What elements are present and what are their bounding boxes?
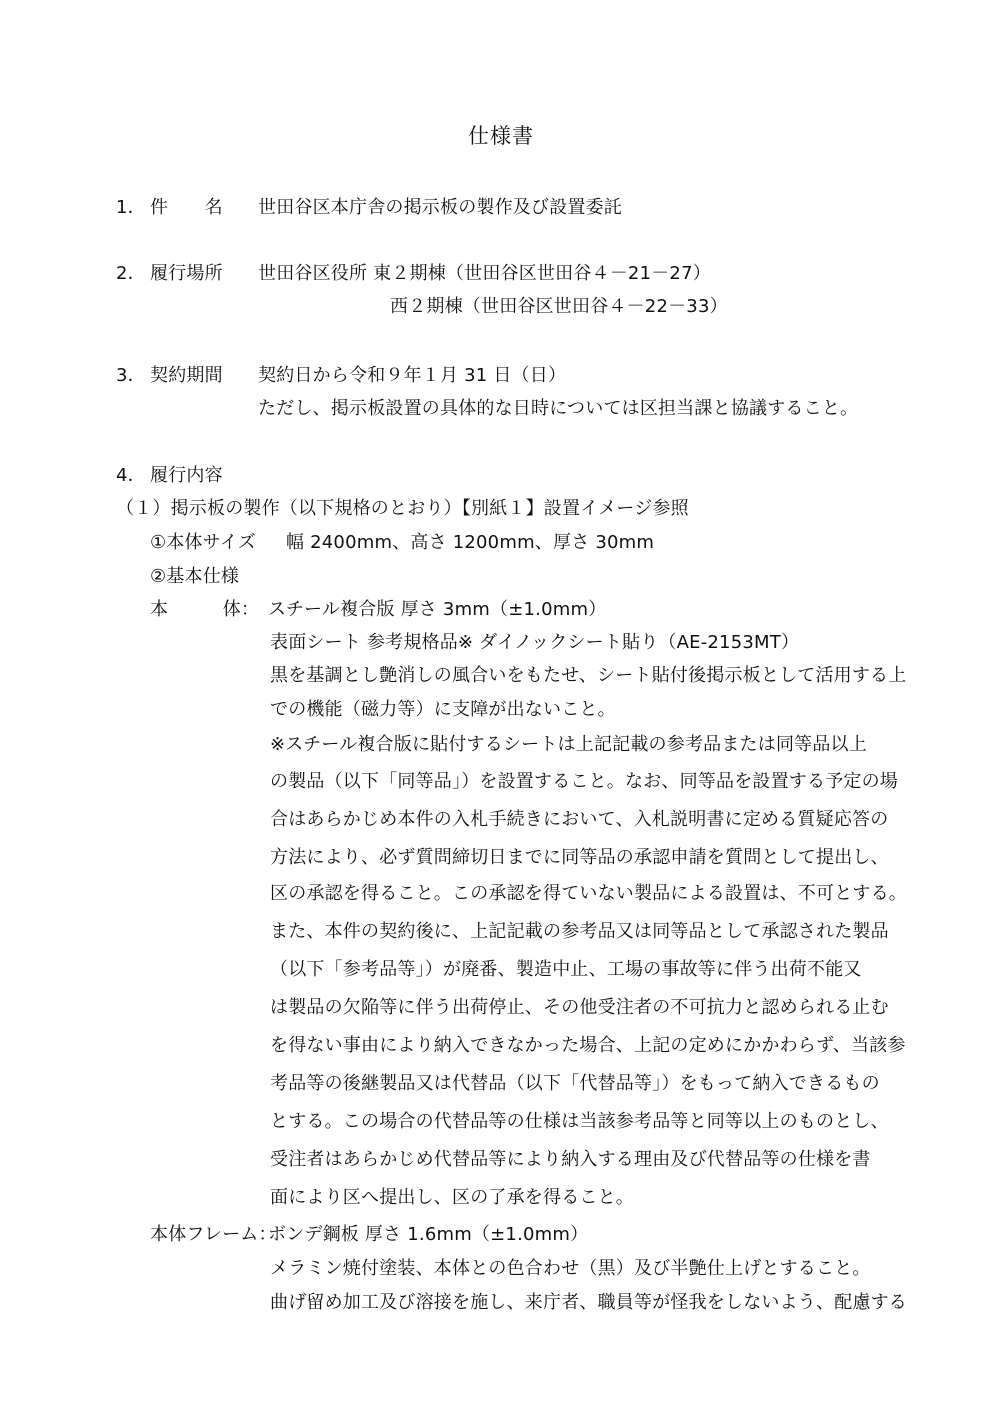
body-spec-line: 受注者はあらかじめ代替品等により納入する理由及び代替品等の仕様を書: [270, 1149, 871, 1170]
section3-line2: ただし、掲示板設置の具体的な日時については区担当課と協議すること。: [258, 398, 859, 419]
section4-item1-label: ①本体サイズ: [150, 532, 256, 553]
section4-label: 履行内容: [150, 465, 223, 486]
body-spec-line: ※スチール複合版に貼付するシートは上記記載の参考品または同等品以上: [270, 734, 867, 755]
body-spec-line: また、本件の契約後に、上記記載の参考品又は同等品として承認された製品: [270, 921, 889, 942]
section4-item1-value: 幅 2400mm、高さ 1200mm、厚さ 30mm: [286, 532, 655, 553]
body-spec-line: 合はあらかじめ本件の入札手続きにおいて、入札説明書に定める質疑応答の: [270, 809, 889, 830]
section4-sub1-heading: （１）掲示板の製作（以下規格のとおり）【別紙１】設置イメージ参照: [116, 498, 689, 519]
frame-spec-line: 曲げ留め加工及び溶接を施し、来庁者、職員等が怪我をしないよう、配慮する: [270, 1292, 907, 1313]
section4-number: 4．: [116, 465, 146, 486]
body-spec-line: とする。この場合の代替品等の仕様は当該参考品等と同等以上のものとし、: [270, 1111, 889, 1132]
frame-spec-label: 本体フレーム：: [150, 1224, 277, 1245]
section2-number: 2．: [116, 263, 146, 284]
frame-spec-line: メラミン焼付塗装、本体との色合わせ（黒）及び半艶仕上げとすること。: [270, 1258, 871, 1279]
body-spec-line: は製品の欠陥等に伴う出荷停止、その他受注者の不可抗力と認められる止む: [270, 997, 889, 1018]
body-spec-line: 区の承認を得ること。この承認を得ていない製品による設置は、不可とする。: [270, 883, 907, 904]
body-spec-label: 本 体：: [150, 599, 260, 620]
section3-label: 契約期間: [150, 365, 223, 386]
body-spec-line: の製品（以下「同等品」）を設置すること。なお、同等品を設置する予定の場: [270, 771, 898, 792]
section2-line1: 世田谷区役所 東２期棟（世田谷区世田谷４－21－27）: [258, 263, 711, 284]
body-spec-line: （以下「参考品等」）が廃番、製造中止、工場の事故等に伴う出荷不能又: [270, 959, 862, 980]
section2-label: 履行場所: [150, 263, 223, 284]
section3-number: 3．: [116, 365, 146, 386]
section2-line2: 西２期棟（世田谷区世田谷４－22－33）: [390, 296, 728, 317]
frame-spec-line: ボンデ鋼板 厚さ 1.6mm（±1.0mm）: [268, 1224, 589, 1245]
document-title: 仕様書: [468, 124, 534, 148]
body-spec-line: での機能（磁力等）に支障が出ないこと。: [270, 699, 616, 720]
section1-text: 世田谷区本庁舎の掲示板の製作及び設置委託: [258, 197, 622, 218]
section3-line1: 契約日から令和９年１月 31 日（日）: [258, 365, 567, 386]
body-spec-line: 表面シート 参考規格品※ ダイノックシート貼り（AE-2153MT）: [270, 632, 800, 653]
section1-number: 1．: [116, 197, 146, 218]
body-spec-line: 黒を基調とし艶消しの風合いをもたせ、シート貼付後掲示板として活用する上: [270, 665, 907, 686]
body-spec-line: スチール複合版 厚さ 3mm（±1.0mm）: [268, 599, 607, 620]
body-spec-line: 方法により、必ず質問締切日までに同等品の承認申請を質問として提出し、: [270, 847, 889, 868]
section4-item2-label: ②基本仕様: [150, 566, 240, 587]
section1-label: 件 名: [150, 197, 223, 218]
body-spec-line: 考品等の後継製品又は代替品（以下「代替品等」）をもって納入できるもの: [270, 1073, 880, 1094]
body-spec-line: 面により区へ提出し、区の了承を得ること。: [270, 1187, 634, 1208]
body-spec-line: を得ない事由により納入できなかった場合、上記の定めにかかわらず、当該参: [270, 1035, 906, 1056]
